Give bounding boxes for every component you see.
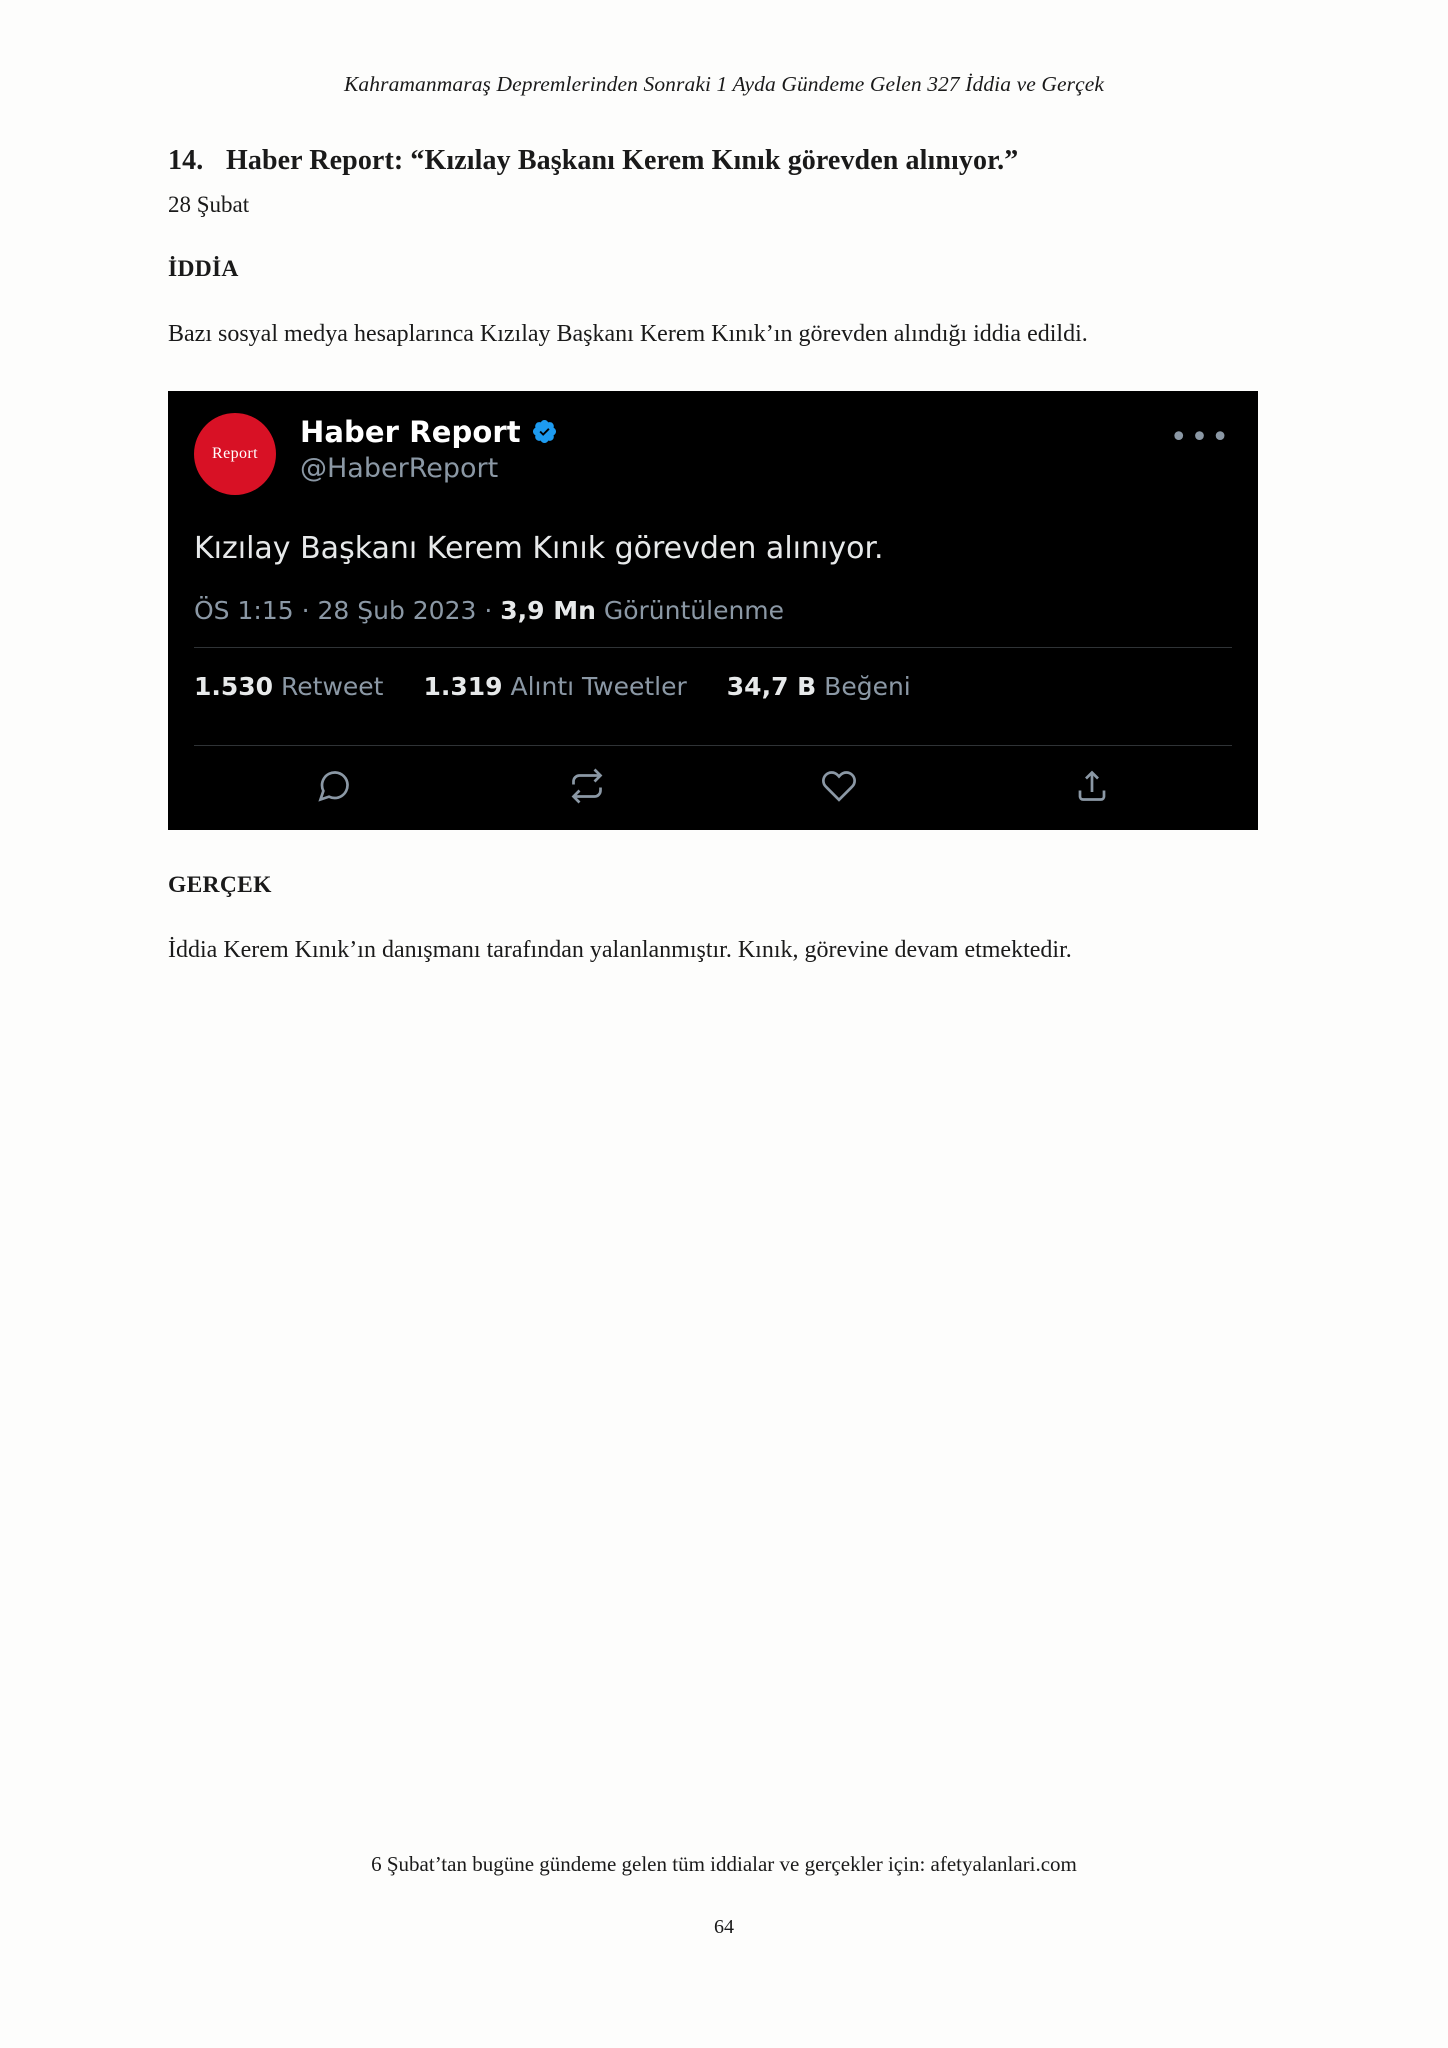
fact-label: GERÇEK xyxy=(168,871,272,898)
tweet-identity xyxy=(300,413,1170,484)
retweet-icon[interactable] xyxy=(569,768,605,804)
item-date: 28 Şubat xyxy=(168,192,250,217)
tweet-stats xyxy=(194,648,1232,723)
tweet-view-label: Görüntülenme xyxy=(595,595,785,625)
tweet-view-count: 3,9 Mn xyxy=(500,595,596,625)
stat-quotes[interactable] xyxy=(423,672,686,701)
footer-note: 6 Şubat’tan bugüne gündeme gelen tüm iddialar ve gerçekler için: afetyalanlari.com xyxy=(371,1852,1077,1876)
stat-likes-count: 34,7 B xyxy=(726,671,817,701)
item-number: 14. xyxy=(168,145,204,176)
stat-retweets-label: Retweet xyxy=(273,671,384,701)
stat-quotes-label: Alıntı Tweetler xyxy=(502,671,687,701)
tweet-text: Kızılay Başkanı Kerem Kınık görevden alınıyor. xyxy=(194,530,884,566)
running-head: Kahramanmaraş Depremlerinden Sonraki 1 Ayda Gündeme Gelen 327 İddia ve Gerçek xyxy=(343,72,1105,96)
page-number: 64 xyxy=(714,1916,734,1938)
stat-quotes-count: 1.319 xyxy=(423,671,503,701)
tweet-screenshot xyxy=(168,391,1258,830)
more-options-icon[interactable]: ••• xyxy=(1169,419,1232,455)
verified-badge-icon xyxy=(531,418,558,445)
claim-text: Bazı sosyal medya hesaplarınca Kızılay Başkanı Kerem Kınık’ın görevden alındığı iddia edildi. xyxy=(168,321,1088,347)
claim-label: İDDİA xyxy=(168,256,239,282)
reply-icon[interactable] xyxy=(316,768,352,804)
fact-text: İddia Kerem Kınık’ın danışmanı tarafından yalanlanmıştır. Kınık, görevine devam etmektedir. xyxy=(168,936,1072,963)
share-icon[interactable] xyxy=(1074,768,1110,804)
like-icon[interactable] xyxy=(821,768,857,804)
avatar xyxy=(194,413,276,495)
tweet-header xyxy=(194,413,1232,495)
item-heading xyxy=(168,143,1280,178)
stat-retweets-count: 1.530 xyxy=(194,671,274,701)
stat-likes[interactable] xyxy=(727,672,911,701)
avatar-label: Report xyxy=(212,444,258,462)
tweet-inner xyxy=(168,391,1258,746)
tweet-timestamp: ÖS 1:15 · 28 Şub 2023 · xyxy=(194,595,501,625)
stat-likes-label: Beğeni xyxy=(816,671,911,701)
page-content xyxy=(168,72,1280,968)
stat-retweets[interactable] xyxy=(194,672,383,701)
tweet-display-name: Haber Report xyxy=(300,414,521,449)
item-title: Haber Report: “Kızılay Başkanı Kerem Kınık görevden alınıyor.” xyxy=(226,145,1019,176)
tweet-meta xyxy=(194,596,1232,625)
tweet-name-line xyxy=(300,415,1170,449)
tweet-handle: @HaberReport xyxy=(300,452,499,484)
tweet-actions xyxy=(168,746,1258,830)
